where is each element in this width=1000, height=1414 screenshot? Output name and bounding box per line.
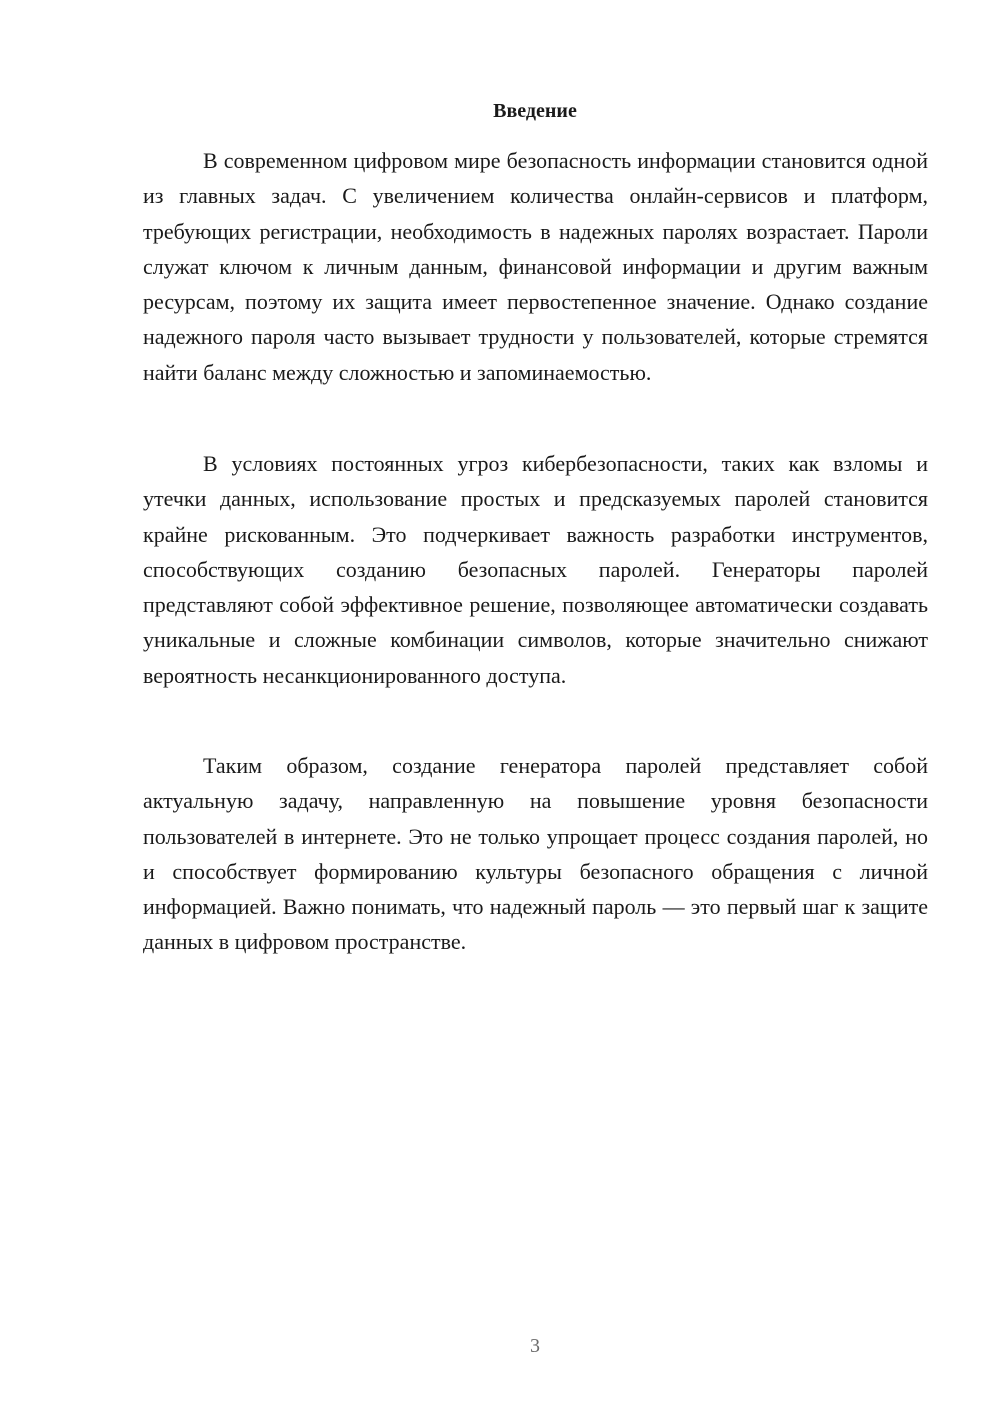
paragraph-1: В современном цифровом мире безопасность информации становится одной из главных задач. С увеличением количества онлайн-сервисов и платформ, требующих регистрации, необходимость в надежных паролях возрастает. Пароли служат ключом к личным данным, финансовой информации и другим важным ресурсам, поэтому их защита имеет первостепенное значение. Однако создание надежного пароля часто вызывает трудности у пользователей, которые стремятся найти баланс между сложностью и запоминаемостью. xyxy=(143,148,928,385)
page-number: 3 xyxy=(530,1335,540,1357)
paragraph-2: В условиях постоянных угроз кибербезопасности, таких как взломы и утечки данных, использование простых и предсказуемых паролей становится крайне рискованным. Это подчеркивает важность разработки инструментов, способствующих созданию безопасных паролей. Генераторы паролей представляют собой эффективное решение, позволяющее автоматически создавать уникальные и сложные комбинации символов, которые значительно снижают вероятность несанкционированного доступа. xyxy=(143,451,928,688)
page-title: Введение xyxy=(493,100,577,122)
paragraph-3: Таким образом, создание генератора паролей представляет собой актуальную задачу, направленную на повышение уровня безопасности пользователей в интернете. Это не только упрощает процесс создания паролей, но и способствует формированию культуры безопасного обращения с личной информацией. Важно понимать, что надежный пароль — это первый шаг к защите данных в цифровом пространстве. xyxy=(143,753,928,955)
